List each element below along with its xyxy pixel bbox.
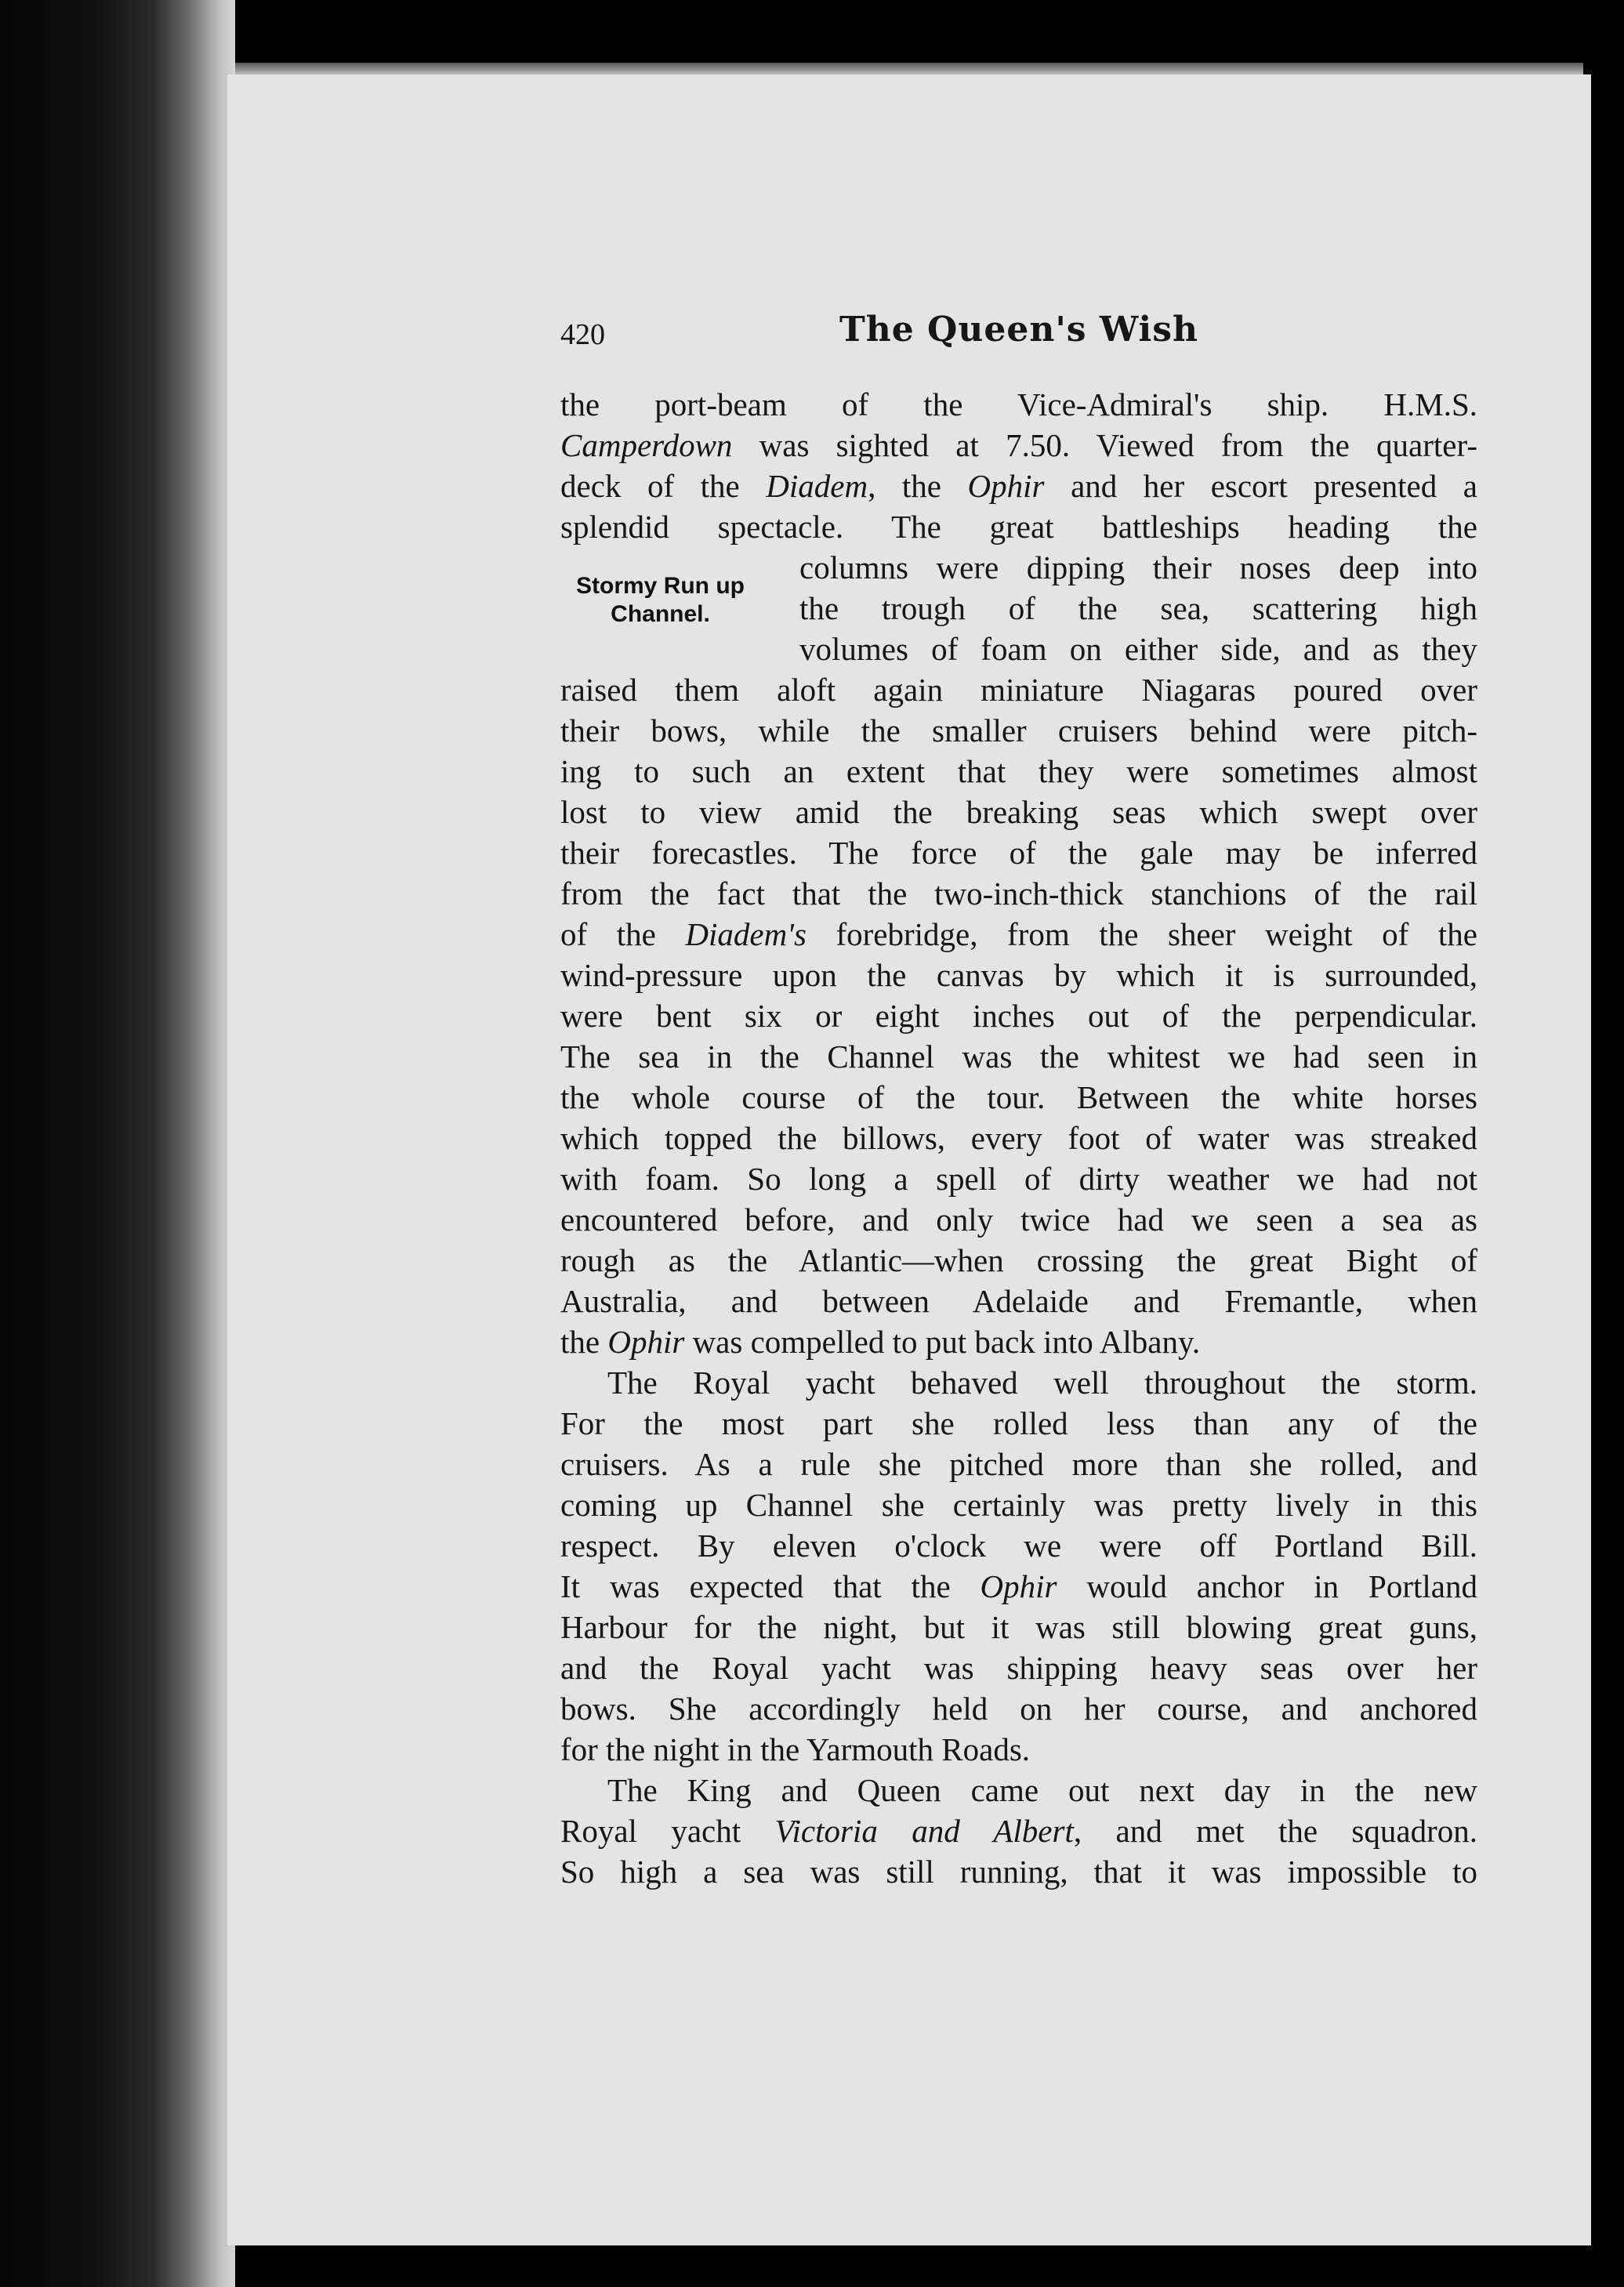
text-line: respect. By eleven o'clock we were off Portland Bill. bbox=[560, 1528, 1477, 1564]
text-line: encountered before, and only twice had we seen a sea as bbox=[560, 1201, 1477, 1238]
text-line: bows. She accordingly held on her course, and anchored bbox=[560, 1691, 1477, 1727]
text-line: Harbour for the night, but it was still blowing great guns, bbox=[560, 1609, 1477, 1645]
margin-sidenote bbox=[568, 572, 752, 629]
text-line: The sea in the Channel was the whitest we had seen in bbox=[560, 1038, 1477, 1075]
text-line: rough as the Atlantic—when crossing the great Bight of bbox=[560, 1242, 1477, 1278]
text-line: of the Diadem's forebridge, from the sheer weight of the bbox=[560, 916, 1477, 952]
text-line: the trough of the sea, scattering high bbox=[799, 590, 1477, 626]
text-line: deck of the Diadem, the Ophir and her escort presented a bbox=[560, 468, 1477, 504]
text-line: were bent six or eight inches out of the perpendicular. bbox=[560, 998, 1477, 1034]
sidenote-line: Stormy Run up bbox=[576, 573, 745, 599]
text-line: lost to view amid the breaking seas which swept over bbox=[560, 794, 1477, 830]
book-binding-edge bbox=[0, 0, 235, 2287]
text-line: their forecastles. The force of the gale may be inferred bbox=[560, 835, 1477, 871]
text-line: The King and Queen came out next day in the new bbox=[607, 1772, 1477, 1808]
text-line: cruisers. As a rule she pitched more than she rolled, and bbox=[560, 1446, 1477, 1482]
text-line: the whole course of the tour. Between the white horses bbox=[560, 1079, 1477, 1115]
text-line: So high a sea was still running, that it was impossible to bbox=[560, 1854, 1477, 1890]
text-line: It was expected that the Ophir would anchor in Portland bbox=[560, 1568, 1477, 1604]
text-line: wind-pressure upon the canvas by which it is surrounded, bbox=[560, 957, 1477, 993]
text-line: Camperdown was sighted at 7.50. Viewed from the quarter- bbox=[560, 427, 1477, 463]
text-line: the port-beam of the Vice-Admiral's ship. H.M.S. bbox=[560, 386, 1477, 422]
text-line: splendid spectacle. The great battleships heading the bbox=[560, 509, 1477, 545]
sidenote-line: Channel. bbox=[611, 601, 710, 627]
text-line: coming up Channel she certainly was pretty lively in this bbox=[560, 1487, 1477, 1523]
text-line: For the most part she rolled less than any of the bbox=[560, 1405, 1477, 1441]
text-line: Australia, and between Adelaide and Fremantle, when bbox=[560, 1283, 1477, 1319]
running-title: The Queen's Wish bbox=[839, 310, 1199, 350]
text-line: Royal yacht Victoria and Albert, and met the squadron. bbox=[560, 1813, 1477, 1849]
text-line: which topped the billows, every foot of water was streaked bbox=[560, 1120, 1477, 1156]
text-line: columns were dipping their noses deep into bbox=[799, 549, 1477, 585]
text-line: from the fact that the two-inch-thick stanchions of the rail bbox=[560, 875, 1477, 912]
text-line: The Royal yacht behaved well throughout the storm. bbox=[607, 1365, 1477, 1401]
page-number: 420 bbox=[560, 318, 605, 351]
text-line: with foam. So long a spell of dirty weather we had not bbox=[560, 1161, 1477, 1197]
text-line: volumes of foam on either side, and as they bbox=[799, 631, 1477, 667]
text-line: ing to such an extent that they were sometimes almost bbox=[560, 753, 1477, 789]
text-line: the Ophir was compelled to put back into Albany. bbox=[560, 1324, 1201, 1360]
text-line: their bows, while the smaller cruisers behind were pitch- bbox=[560, 712, 1477, 748]
running-head bbox=[560, 310, 1477, 364]
text-line: and the Royal yacht was shipping heavy seas over her bbox=[560, 1650, 1477, 1686]
text-line: for the night in the Yarmouth Roads. bbox=[560, 1731, 1031, 1767]
text-line: raised them aloft again miniature Niagaras poured over bbox=[560, 672, 1477, 708]
